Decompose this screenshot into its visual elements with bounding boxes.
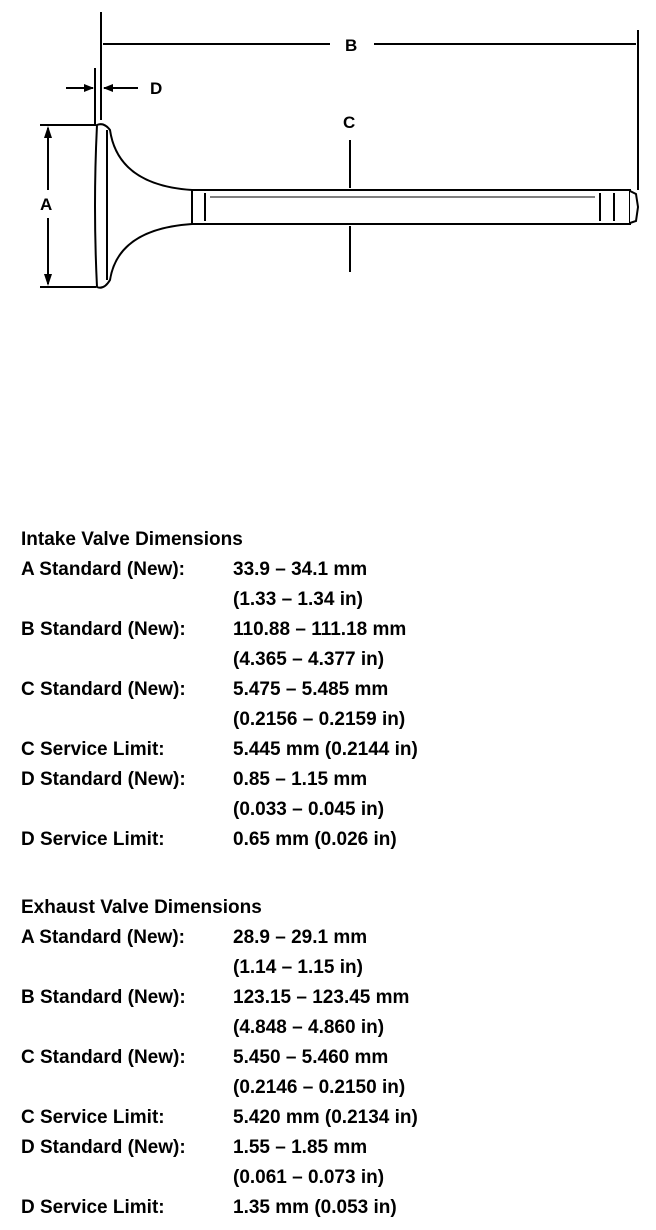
- spec-row: [21, 1013, 641, 1043]
- spec-row: [21, 645, 641, 675]
- spec-row: [21, 1163, 641, 1193]
- spec-value: 5.475 – 5.485 mm: [233, 679, 389, 700]
- intake-valve-title: Intake Valve Dimensions: [21, 529, 243, 550]
- spec-label: [21, 1163, 233, 1193]
- spec-label: [21, 1013, 233, 1043]
- spec-label: B Standard (New):: [21, 987, 186, 1008]
- spec-row: [21, 555, 641, 585]
- spec-label: C Service Limit:: [21, 1107, 165, 1128]
- spec-row: [21, 615, 641, 645]
- valve-body: [95, 124, 638, 288]
- spec-row: [21, 585, 641, 615]
- spec-label: [21, 585, 233, 615]
- spec-row: [21, 735, 641, 765]
- spec-row: [21, 923, 641, 953]
- label-d: D: [150, 79, 163, 98]
- spec-row: [21, 825, 641, 855]
- spec-label: [21, 1073, 233, 1103]
- arrow-d-right: [103, 84, 113, 92]
- spec-label: [21, 705, 233, 735]
- spec-label: D Service Limit:: [21, 1197, 165, 1218]
- dimension-b: [101, 12, 638, 190]
- spec-value: 123.15 – 123.45 mm: [233, 987, 410, 1008]
- label-b: B: [345, 36, 358, 55]
- spec-row: [21, 983, 641, 1013]
- spec-value: 1.35 mm (0.053 in): [233, 1197, 397, 1218]
- spec-value: (0.033 – 0.045 in): [233, 799, 385, 820]
- spec-label: D Service Limit:: [21, 829, 165, 850]
- spec-value: 5.445 mm (0.2144 in): [233, 739, 418, 760]
- spec-value: (1.14 – 1.15 in): [233, 957, 363, 978]
- spec-value: (0.2146 – 0.2150 in): [233, 1077, 406, 1098]
- intake-valve-section: [21, 525, 641, 855]
- spec-value: 33.9 – 34.1 mm: [233, 559, 368, 580]
- spec-value: 110.88 – 111.18 mm: [233, 619, 407, 640]
- spec-label: [21, 953, 233, 983]
- spec-value: 1.55 – 1.85 mm: [233, 1137, 368, 1158]
- spec-row: [21, 1133, 641, 1163]
- spec-label: A Standard (New):: [21, 559, 185, 580]
- spec-value: (4.848 – 4.860 in): [233, 1017, 385, 1038]
- spec-value: 0.65 mm (0.026 in): [233, 829, 397, 850]
- spec-label: D Standard (New):: [21, 769, 186, 790]
- arrow-d-left: [84, 84, 94, 92]
- spec-value: (0.061 – 0.073 in): [233, 1167, 385, 1188]
- spec-value: (0.2156 – 0.2159 in): [233, 709, 406, 730]
- label-a: A: [40, 195, 53, 214]
- spec-value: 5.420 mm (0.2134 in): [233, 1107, 418, 1128]
- spec-label: B Standard (New):: [21, 619, 186, 640]
- spec-label: C Service Limit:: [21, 739, 165, 760]
- exhaust-valve-section: [21, 893, 641, 1223]
- arrow-a-bottom: [44, 274, 52, 286]
- spec-label: C Standard (New):: [21, 679, 186, 700]
- spec-row: [21, 1193, 641, 1223]
- spec-value: (4.365 – 4.377 in): [233, 649, 385, 670]
- spec-label: [21, 645, 233, 675]
- spec-row: [21, 795, 641, 825]
- spec-row: [21, 1043, 641, 1073]
- spec-row: [21, 1073, 641, 1103]
- spec-value: 28.9 – 29.1 mm: [233, 927, 368, 948]
- exhaust-valve-title: Exhaust Valve Dimensions: [21, 897, 262, 918]
- spec-label: C Standard (New):: [21, 1047, 186, 1068]
- spec-label: A Standard (New):: [21, 927, 185, 948]
- spec-label: [21, 795, 233, 825]
- spec-value: 5.450 – 5.460 mm: [233, 1047, 389, 1068]
- spec-value: (1.33 – 1.34 in): [233, 589, 363, 610]
- spec-row: [21, 1103, 641, 1133]
- spec-row: [21, 705, 641, 735]
- arrow-a-top: [44, 126, 52, 138]
- spec-label: D Standard (New):: [21, 1137, 186, 1158]
- valve-diagram: [0, 0, 656, 300]
- spec-row: [21, 675, 641, 705]
- spec-row: [21, 953, 641, 983]
- spec-row: [21, 765, 641, 795]
- spec-value: 0.85 – 1.15 mm: [233, 769, 368, 790]
- label-c: C: [343, 113, 356, 132]
